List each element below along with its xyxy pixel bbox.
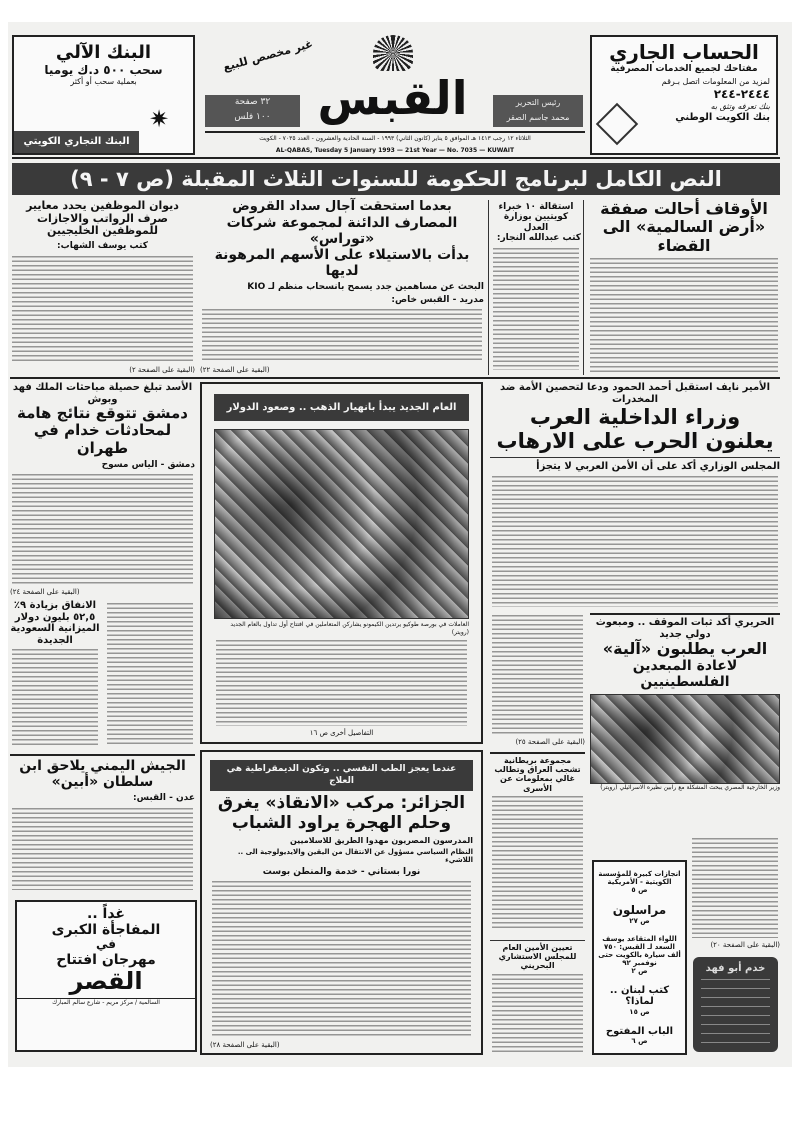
ad-title: الحساب الجاري bbox=[609, 40, 759, 64]
index-item[interactable]: اللواء المتقاعد يوسف السعد لـ القبس: ٧٥٠ ألف سيارة بالكويت حتى نوفمبر ٩٢ ص ٢ bbox=[598, 935, 681, 976]
kicker: الأسد تبلغ حصيلة مباحثات الملك فهد وبوش bbox=[12, 382, 193, 405]
headline: يعلنون الحرب على الارهاب bbox=[496, 429, 774, 454]
kicker: عندما يعجز الطب النفسي .. وتكون الديمقراطية هي العلاج bbox=[210, 760, 473, 791]
headline: العام الجديد يبدأ بانهيار الذهب .. وصعود الدولار bbox=[214, 394, 469, 421]
headline: «أرض السالمية» الى القضاء bbox=[602, 217, 766, 255]
price-box bbox=[205, 95, 300, 127]
ad-phone: ٢٤٤٤-٢٤٤ bbox=[713, 86, 770, 101]
body-text bbox=[202, 309, 482, 363]
index-box bbox=[592, 860, 687, 1055]
continued-note[interactable]: (البقية على الصفحة ٢٢) bbox=[200, 365, 270, 374]
body-text bbox=[492, 615, 583, 735]
body-text bbox=[492, 796, 583, 931]
hariri-photo bbox=[590, 694, 780, 784]
index-item[interactable]: انجازات كبيرة للمؤسسة الكويتية - الأمريكية ص ٥ bbox=[598, 869, 681, 894]
not-for-sale: غير مخصص للبيع bbox=[221, 37, 315, 74]
body-text bbox=[493, 248, 579, 370]
body-text bbox=[12, 474, 193, 584]
headline: لاعادة المبعدين الفلسطينيين bbox=[632, 658, 738, 691]
article-bahrain-secretary[interactable] bbox=[490, 940, 585, 1055]
price: ١٠٠ فلس bbox=[234, 112, 271, 122]
headline: دمشق تتوقع نتائج هامة لمحادثات خدام في طهران bbox=[17, 404, 188, 457]
article-assad-cont bbox=[105, 600, 195, 750]
continued-note[interactable]: التفاصيل أخرى ص ١٦ bbox=[309, 728, 374, 737]
photo-caption: وزير الخارجية المصري يبحث المشكلة مع رابين نظيره الاسرائيلي (رويتر) bbox=[600, 783, 780, 791]
ad-line4: مهرجان افتتاح bbox=[56, 951, 156, 968]
article-algeria[interactable] bbox=[200, 750, 483, 1055]
headline: المصارف الدائنة لمجموعة شركات «توراس» bbox=[226, 214, 458, 248]
headline: تعيين الأمين العام للمجلس الاستشاري البحريني bbox=[498, 943, 577, 971]
headline: بدأت بالاستيلاء على الأسهم المرهونة لديها bbox=[214, 247, 470, 280]
tokyo-exchange-photo bbox=[214, 429, 469, 619]
headline: ديوان الموظفين يحدد معايير صرف الرواتب والاجازات للموظفين الخليجيين bbox=[26, 199, 179, 238]
ad-line2: بعملية سحب أو أكثر bbox=[70, 77, 137, 87]
continued-note[interactable]: (البقية على الصفحة ٢٨) bbox=[210, 1040, 280, 1049]
index-item[interactable]: كتب لبنان .. لماذا؟ ص ١٥ bbox=[609, 984, 670, 1016]
dark-column-box[interactable] bbox=[693, 957, 778, 1052]
body-text bbox=[216, 640, 467, 726]
article-resignation[interactable] bbox=[488, 200, 584, 375]
kicker: بعدما استحقت آجال سداد القروض bbox=[232, 199, 452, 214]
body-text bbox=[12, 649, 98, 747]
editor-name: محمد جاسم الصقر bbox=[506, 113, 570, 122]
continued-note[interactable]: (البقية على الصفحة ٢٠) bbox=[710, 940, 780, 949]
masthead-rule bbox=[205, 131, 585, 133]
article-banks[interactable] bbox=[200, 200, 484, 375]
headline: الأوقاف أحالت صفقة bbox=[600, 199, 768, 218]
header-rule bbox=[12, 157, 780, 159]
byline: كتب عبدالله النجار: bbox=[496, 233, 581, 244]
date-english: AL-QABAS, Tuesday 5 January 1993 — 21st Year — No. 7035 — KUWAIT bbox=[275, 147, 515, 154]
editor-label: رئيس التحرير bbox=[515, 98, 561, 107]
article-interior-ministers[interactable] bbox=[490, 382, 780, 610]
subheadline: المجلس الوزاري أكد على أن الأمن العربي لا يتجزأ bbox=[490, 457, 780, 473]
main-banner[interactable]: النص الكامل لبرنامج الحكومة للسنوات الثلاث المقبلة (ص ٧ - ٩) bbox=[12, 163, 780, 195]
kicker: الحريري أكد ثبات الموقف .. ومبعوث دولي جديد bbox=[595, 617, 775, 640]
star-logo-icon: ✷ bbox=[149, 105, 170, 133]
ad-footer: السالمية / مركز مريم - شارع سالم المبارك bbox=[17, 998, 195, 1007]
byline: مدريد - القبس خاص: bbox=[391, 294, 484, 305]
byline: دمشق - الياس مسوح bbox=[101, 459, 195, 470]
editor-box bbox=[493, 95, 583, 127]
body-text bbox=[590, 258, 778, 372]
photo-caption: العاملات في بورصة طوكيو يرتدين الكيمونو يشاركن المتعاملين في افتتاح أول تداول بالعام الجديد (رويتر) bbox=[230, 621, 469, 636]
byline: نورا بستاني - خدمة والمنطن بوست bbox=[262, 866, 421, 877]
column-title: خدم أبو فهد bbox=[705, 963, 766, 974]
byline: كتب يوسف الشهاب: bbox=[57, 240, 148, 251]
subheadline: المدرسون المصريون مهدوا الطريق للاسلاميين bbox=[289, 836, 473, 846]
ad-info: لمزيد من المعلومات اتصل بـرقم bbox=[661, 77, 770, 87]
sunburst-emblem-icon bbox=[373, 35, 413, 71]
continued-note[interactable]: (البقية على الصفحة ٢٥) bbox=[515, 737, 585, 746]
subheadline: البحث عن مساهمين جدد يسمح بانسحاب منظم لـ KIO bbox=[247, 282, 484, 293]
headline: الانفاق بزيادة ٩٪ ٥٢,٥ بليون دولار الميزانية السعودية الجديدة bbox=[10, 600, 100, 646]
article-interior-cont bbox=[490, 612, 585, 747]
continued-note[interactable]: (البقية على الصفحة ٢) bbox=[129, 365, 195, 374]
continued-note[interactable]: (البقية على الصفحة ٢٤) bbox=[10, 587, 80, 596]
ad-line2: المفاجأة الكبرى bbox=[51, 922, 161, 939]
body-text bbox=[492, 974, 583, 1052]
article-gold[interactable] bbox=[200, 382, 483, 744]
ad-line3: في bbox=[96, 937, 116, 952]
ad-subtitle: مفتاحك لجميع الخدمات المصرفية bbox=[610, 64, 758, 74]
article-awqaf[interactable] bbox=[588, 200, 780, 375]
article-britain[interactable] bbox=[490, 752, 585, 934]
subheadline: النظام السياسي مسؤول عن الانتقال من اليقين والايديولوجية الى .. اللاشيء bbox=[237, 847, 473, 864]
body-text bbox=[12, 808, 193, 890]
article-saudi-budget[interactable] bbox=[10, 600, 100, 750]
headline: الجيش اليمني يلاحق ابن سلطان «أبين» bbox=[19, 758, 186, 791]
byline: عدن - القبس: bbox=[133, 793, 195, 804]
ad-line1: غداً .. bbox=[87, 906, 125, 922]
headline: وحلم الهجرة يراود الشباب bbox=[231, 812, 452, 833]
ad-auto-bank bbox=[12, 35, 195, 155]
ad-title: البنك الآلي bbox=[55, 42, 152, 63]
page-count: ٣٢ صفحة bbox=[234, 97, 271, 107]
ad-slogan: بنك تعرفه وتثق به bbox=[710, 101, 770, 111]
article-assad[interactable] bbox=[10, 382, 195, 597]
ad-brand: القصر bbox=[69, 967, 143, 996]
body-text bbox=[212, 881, 471, 1037]
date-arabic: الثلاثاء ١٢ رجب ١٤١٣ هـ الموافق ٥ يناير (كانون الثاني) ١٩٩٣ - السنة الحادية والعشرون - العدد ٧٠٣٥ - الكويت bbox=[259, 135, 531, 142]
index-item[interactable]: مراسلون ص ٢٧ bbox=[612, 902, 667, 926]
ad-line1: سحب ٥٠٠ د.ك يوميا bbox=[44, 62, 163, 77]
headline: استقالة ١٠ خبراء كويتيين بوزارة العدل bbox=[498, 202, 574, 233]
kicker: الأمير نايف استقبل أحمد الحمود ودعا لتحصين الأمة ضد المخدرات bbox=[499, 382, 771, 405]
body-text bbox=[701, 979, 770, 1045]
article-hariri-body bbox=[690, 835, 780, 950]
ad-current-account bbox=[590, 35, 778, 155]
article-diwan[interactable] bbox=[10, 200, 195, 375]
body-text bbox=[492, 476, 778, 607]
ad-bank: بنك الكويت الوطني bbox=[675, 111, 770, 123]
index-item[interactable]: الباب المفتوح ص ٦ bbox=[605, 1025, 674, 1046]
row-rule bbox=[10, 754, 195, 756]
headline: الجزائر: مركب «الانقاذ» يغرق bbox=[217, 793, 466, 814]
body-text bbox=[692, 838, 778, 938]
ad-qasr-festival bbox=[15, 900, 197, 1052]
article-hariri[interactable] bbox=[590, 613, 780, 830]
body-text bbox=[12, 256, 193, 363]
headline: مجموعة بريطانية تشجب العراق وتطالب غالي بمعلومات عن الأسرى bbox=[494, 756, 581, 793]
ad-bank: البنك التجاري الكويتي bbox=[14, 131, 139, 153]
headline: العرب يطلبون «آلية» bbox=[602, 639, 768, 658]
article-yemen[interactable] bbox=[10, 758, 195, 893]
row-rule bbox=[10, 377, 780, 379]
body-text bbox=[107, 603, 193, 747]
headline: وزراء الداخلية العرب bbox=[529, 405, 741, 429]
newspaper-logo: القبس bbox=[300, 35, 485, 129]
